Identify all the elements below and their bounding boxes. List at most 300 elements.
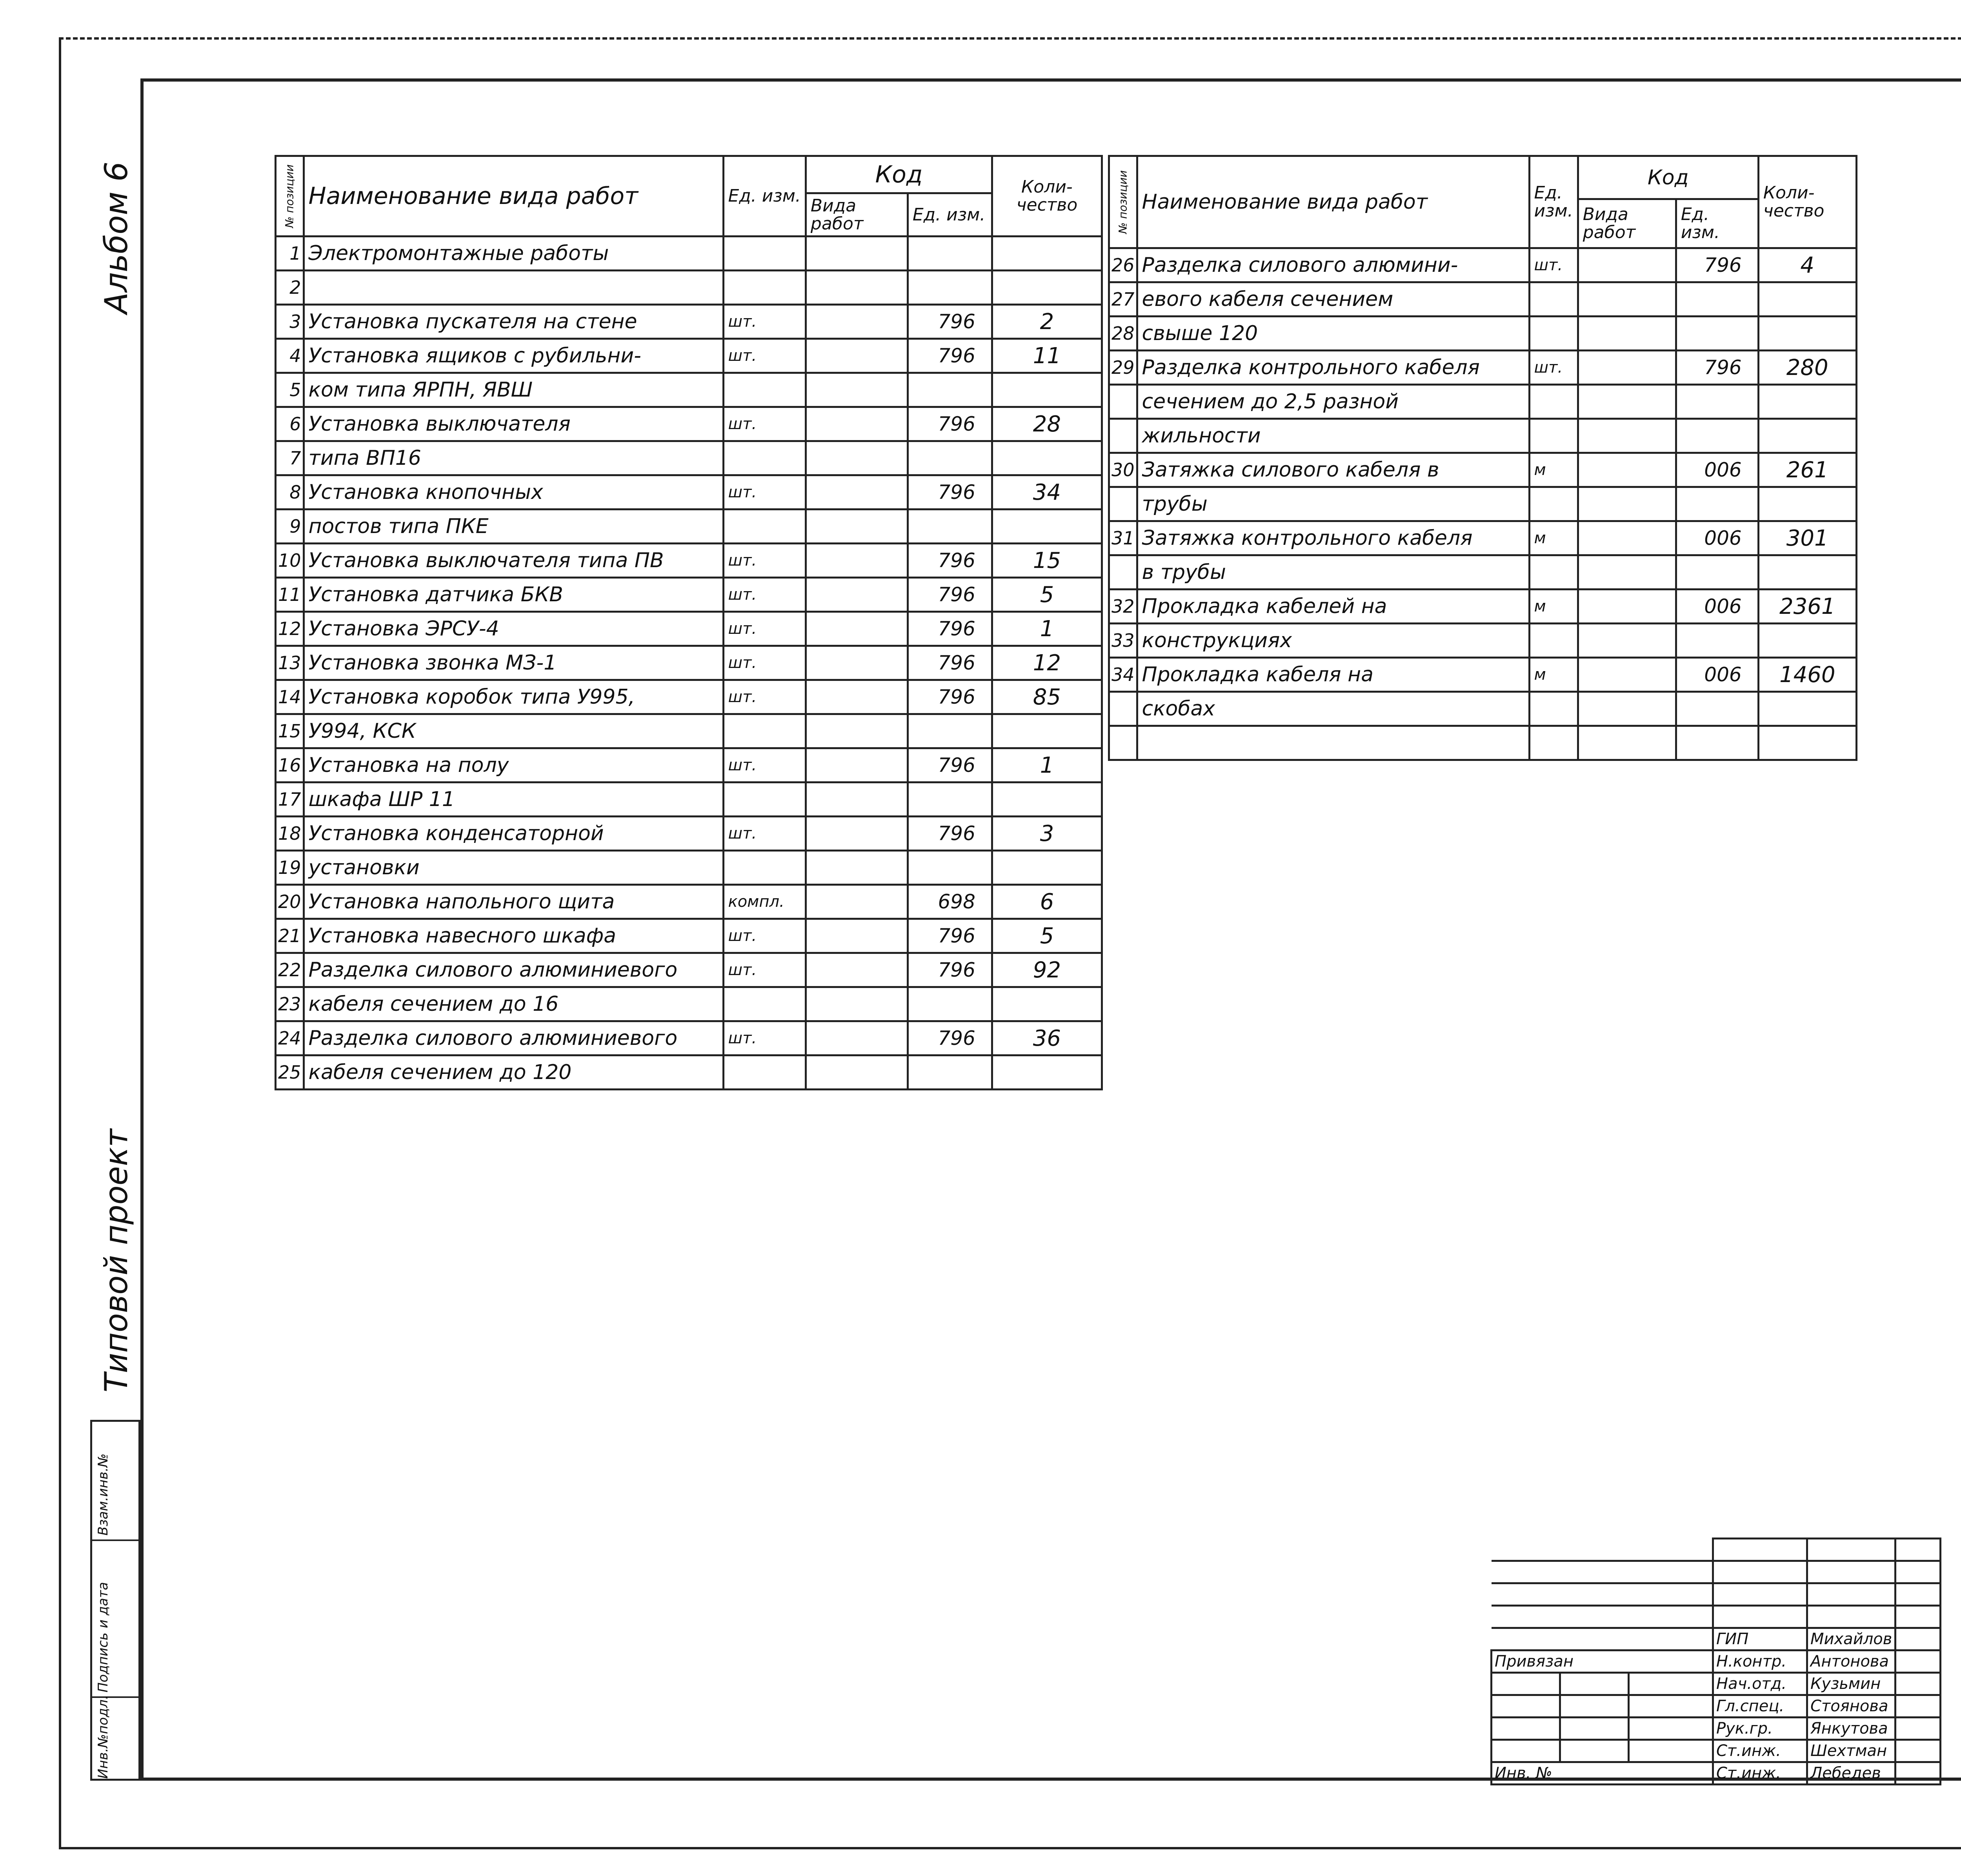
table-row bbox=[1109, 351, 1857, 385]
row-qty: 28 bbox=[992, 407, 1102, 441]
row-num: 6 bbox=[276, 407, 304, 441]
row-unit bbox=[1529, 692, 1578, 726]
row-code-kind bbox=[1578, 419, 1676, 453]
row-qty: 92 bbox=[992, 953, 1102, 987]
row-num: 13 bbox=[276, 646, 304, 680]
table-row bbox=[276, 339, 1102, 373]
row-num bbox=[1109, 385, 1137, 419]
cell bbox=[1713, 1539, 1807, 1561]
row-qty: 2361 bbox=[1758, 590, 1856, 624]
row-unit: шт. bbox=[723, 544, 806, 578]
row-code-unit: 796 bbox=[1676, 351, 1758, 385]
cell bbox=[1492, 1539, 1713, 1561]
row-name: кабеля сечением до 16 bbox=[304, 987, 723, 1021]
row-qty: 261 bbox=[1758, 453, 1856, 487]
row-qty bbox=[992, 714, 1102, 748]
row-code-unit bbox=[908, 373, 992, 407]
row-code-kind bbox=[1578, 624, 1676, 658]
row-code-unit bbox=[908, 237, 992, 271]
title-block-row bbox=[1492, 1762, 1941, 1785]
table-row bbox=[1109, 521, 1857, 555]
row-name: Установка на полу bbox=[304, 748, 723, 782]
row-name: Установка ящиков с рубильни- bbox=[304, 339, 723, 373]
row-name: Установка выключателя bbox=[304, 407, 723, 441]
row-unit: шт. bbox=[723, 339, 806, 373]
table-row bbox=[276, 578, 1102, 612]
row-qty bbox=[1758, 419, 1856, 453]
cell bbox=[1807, 1539, 1896, 1561]
row-code-kind bbox=[806, 373, 908, 407]
table-row bbox=[276, 714, 1102, 748]
row-unit: м bbox=[1529, 521, 1578, 555]
row-unit bbox=[723, 851, 806, 885]
row-unit: шт. bbox=[723, 646, 806, 680]
row-name: Установка коробок типа У995, bbox=[304, 680, 723, 714]
row-code-unit bbox=[908, 851, 992, 885]
row-code-unit: 796 bbox=[1676, 248, 1758, 282]
table-row bbox=[276, 271, 1102, 305]
row-qty bbox=[992, 441, 1102, 475]
row-name: постов типа ПКЕ bbox=[304, 509, 723, 544]
row-num bbox=[1109, 555, 1137, 590]
header-name: Наименование вида работ bbox=[1137, 156, 1529, 248]
header-num: № позиции bbox=[1109, 156, 1137, 248]
row-num: 4 bbox=[276, 339, 304, 373]
row-code-kind bbox=[806, 339, 908, 373]
row-code-unit: 796 bbox=[908, 339, 992, 373]
staff-role: Ст.инж. bbox=[1713, 1740, 1807, 1762]
row-num: 1 bbox=[276, 237, 304, 271]
row-code-kind bbox=[1578, 692, 1676, 726]
row-num: 31 bbox=[1109, 521, 1137, 555]
staff-name: Михайлов bbox=[1807, 1628, 1896, 1650]
row-code-unit bbox=[908, 509, 992, 544]
staff-signature bbox=[1896, 1673, 1941, 1695]
row-code-unit bbox=[1676, 385, 1758, 419]
row-unit: шт. bbox=[1529, 248, 1578, 282]
row-code-kind bbox=[1578, 590, 1676, 624]
row-code-kind bbox=[1578, 521, 1676, 555]
row-unit bbox=[1529, 385, 1578, 419]
cell bbox=[1492, 1583, 1713, 1606]
row-code-kind bbox=[806, 646, 908, 680]
title-block-row bbox=[1492, 1650, 1941, 1673]
row-unit: шт. bbox=[723, 953, 806, 987]
row-name: Установка датчика БКВ bbox=[304, 578, 723, 612]
row-code-kind bbox=[1578, 726, 1676, 760]
row-num bbox=[1109, 419, 1137, 453]
row-name: типа ВП16 bbox=[304, 441, 723, 475]
row-num: 22 bbox=[276, 953, 304, 987]
cell bbox=[1492, 1740, 1560, 1762]
row-code-kind bbox=[806, 748, 908, 782]
table-row bbox=[276, 475, 1102, 509]
cell bbox=[1807, 1561, 1896, 1583]
row-unit bbox=[1529, 419, 1578, 453]
row-code-kind bbox=[1578, 555, 1676, 590]
row-unit: м bbox=[1529, 590, 1578, 624]
table-row bbox=[276, 987, 1102, 1021]
cell bbox=[1492, 1561, 1713, 1583]
table-row bbox=[276, 441, 1102, 475]
row-unit bbox=[723, 782, 806, 817]
row-name bbox=[1137, 726, 1529, 760]
row-code-unit bbox=[1676, 692, 1758, 726]
cell bbox=[1896, 1539, 1941, 1561]
row-name: ком типа ЯРПН, ЯВШ bbox=[304, 373, 723, 407]
table-row bbox=[1109, 658, 1857, 692]
table-row bbox=[276, 305, 1102, 339]
title-block-row bbox=[1492, 1583, 1941, 1606]
row-name: кабеля сечением до 120 bbox=[304, 1055, 723, 1090]
staff-role: Ст.инж. bbox=[1713, 1762, 1807, 1785]
staff-signature bbox=[1896, 1695, 1941, 1718]
row-code-kind bbox=[806, 544, 908, 578]
row-code-kind bbox=[806, 509, 908, 544]
row-code-kind bbox=[1578, 658, 1676, 692]
row-code-unit: 698 bbox=[908, 885, 992, 919]
row-name: Разделка силового алюминиевого bbox=[304, 1021, 723, 1055]
side-stamp bbox=[90, 1420, 140, 1781]
row-num: 32 bbox=[1109, 590, 1137, 624]
cell bbox=[1629, 1673, 1713, 1695]
row-num: 2 bbox=[276, 271, 304, 305]
staff-signature bbox=[1896, 1650, 1941, 1673]
row-unit: компл. bbox=[723, 885, 806, 919]
row-unit bbox=[723, 373, 806, 407]
row-code-kind bbox=[806, 851, 908, 885]
cell bbox=[1560, 1740, 1629, 1762]
staff-role: Гл.спец. bbox=[1713, 1695, 1807, 1718]
row-name: Установка напольного щита bbox=[304, 885, 723, 919]
row-code-kind bbox=[806, 817, 908, 851]
table-row bbox=[276, 407, 1102, 441]
row-qty: 11 bbox=[992, 339, 1102, 373]
table-row bbox=[1109, 726, 1857, 760]
row-unit bbox=[723, 714, 806, 748]
row-num bbox=[1109, 692, 1137, 726]
row-qty bbox=[992, 987, 1102, 1021]
title-block-row bbox=[1492, 1695, 1941, 1718]
row-code-unit bbox=[1676, 624, 1758, 658]
header-unit: Ед. изм. bbox=[723, 156, 806, 237]
cell bbox=[1807, 1583, 1896, 1606]
row-code-unit: 006 bbox=[1676, 521, 1758, 555]
row-name bbox=[304, 271, 723, 305]
project-type-label: Типовой проект bbox=[98, 1129, 135, 1392]
row-unit bbox=[1529, 726, 1578, 760]
table-row bbox=[1109, 624, 1857, 658]
row-num: 19 bbox=[276, 851, 304, 885]
row-unit: шт. bbox=[723, 919, 806, 953]
table-row bbox=[1109, 282, 1857, 317]
row-name: свыше 120 bbox=[1137, 317, 1529, 351]
row-name: Разделка силового алюминиевого bbox=[304, 953, 723, 987]
table-row bbox=[276, 509, 1102, 544]
table-row bbox=[276, 612, 1102, 646]
row-code-unit bbox=[908, 782, 992, 817]
row-code-unit: 796 bbox=[908, 680, 992, 714]
row-code-unit: 796 bbox=[908, 1021, 992, 1055]
row-unit: шт. bbox=[723, 305, 806, 339]
cell bbox=[1896, 1606, 1941, 1628]
row-qty: 1460 bbox=[1758, 658, 1856, 692]
header-code-unit: Ед. изм. bbox=[1676, 199, 1758, 248]
table-row bbox=[1109, 248, 1857, 282]
row-qty bbox=[992, 782, 1102, 817]
row-code-kind bbox=[1578, 317, 1676, 351]
row-code-kind bbox=[1578, 453, 1676, 487]
row-num: 9 bbox=[276, 509, 304, 544]
row-code-unit: 796 bbox=[908, 953, 992, 987]
row-code-kind bbox=[806, 237, 908, 271]
row-qty: 5 bbox=[992, 578, 1102, 612]
header-code-kind: Вида работ bbox=[1578, 199, 1676, 248]
row-num: 14 bbox=[276, 680, 304, 714]
table-row bbox=[276, 748, 1102, 782]
side-field-inv: Инв.№подл. bbox=[95, 1695, 111, 1779]
title-block-signatures bbox=[1490, 1538, 1941, 1785]
table-row bbox=[276, 544, 1102, 578]
row-unit: шт. bbox=[723, 680, 806, 714]
row-name: Установка выключателя типа ПВ bbox=[304, 544, 723, 578]
table-row bbox=[1109, 555, 1857, 590]
cell bbox=[1492, 1606, 1713, 1628]
header-code: Код bbox=[1578, 156, 1758, 199]
title-block-row bbox=[1492, 1539, 1941, 1561]
cell bbox=[1629, 1740, 1713, 1762]
row-qty: 36 bbox=[992, 1021, 1102, 1055]
row-num: 34 bbox=[1109, 658, 1137, 692]
row-num: 21 bbox=[276, 919, 304, 953]
row-name: Установка конденсаторной bbox=[304, 817, 723, 851]
row-unit: шт. bbox=[723, 817, 806, 851]
row-code-kind bbox=[1578, 351, 1676, 385]
row-code-unit: 796 bbox=[908, 578, 992, 612]
row-num: 28 bbox=[1109, 317, 1137, 351]
row-unit: шт. bbox=[1529, 351, 1578, 385]
works-table-left bbox=[275, 155, 1103, 1090]
row-qty: 1 bbox=[992, 612, 1102, 646]
row-name: Разделка силового алюмини- bbox=[1137, 248, 1529, 282]
works-table-right bbox=[1108, 155, 1857, 761]
row-code-kind bbox=[806, 1021, 908, 1055]
row-code-unit: 796 bbox=[908, 817, 992, 851]
table-row bbox=[276, 646, 1102, 680]
row-name: конструкциях bbox=[1137, 624, 1529, 658]
staff-role: Рук.гр. bbox=[1713, 1718, 1807, 1740]
row-name: евого кабеля сечением bbox=[1137, 282, 1529, 317]
row-code-unit bbox=[1676, 419, 1758, 453]
row-qty bbox=[1758, 726, 1856, 760]
staff-name: Шехтман bbox=[1807, 1740, 1896, 1762]
row-code-unit: 796 bbox=[908, 475, 992, 509]
row-qty: 6 bbox=[992, 885, 1102, 919]
header-code-unit: Ед. изм. bbox=[908, 193, 992, 237]
staff-role: Нач.отд. bbox=[1713, 1673, 1807, 1695]
row-code-kind bbox=[806, 612, 908, 646]
staff-signature bbox=[1896, 1628, 1941, 1650]
row-code-unit: 006 bbox=[1676, 453, 1758, 487]
row-num: 7 bbox=[276, 441, 304, 475]
row-num: 18 bbox=[276, 817, 304, 851]
row-unit bbox=[723, 1055, 806, 1090]
row-name: Прокладка кабеля на bbox=[1137, 658, 1529, 692]
row-code-unit: 796 bbox=[908, 407, 992, 441]
row-name: в трубы bbox=[1137, 555, 1529, 590]
row-unit: шт. bbox=[723, 748, 806, 782]
row-name: Разделка контрольного кабеля bbox=[1137, 351, 1529, 385]
cell bbox=[1629, 1695, 1713, 1718]
row-qty: 1 bbox=[992, 748, 1102, 782]
album-label: Альбом 6 bbox=[98, 162, 135, 314]
row-code-kind bbox=[806, 271, 908, 305]
row-num: 16 bbox=[276, 748, 304, 782]
row-code-unit bbox=[908, 1055, 992, 1090]
row-code-unit bbox=[1676, 555, 1758, 590]
cell bbox=[1896, 1583, 1941, 1606]
row-num: 24 bbox=[276, 1021, 304, 1055]
row-num: 10 bbox=[276, 544, 304, 578]
row-num: 30 bbox=[1109, 453, 1137, 487]
row-num: 15 bbox=[276, 714, 304, 748]
side-field-sign: Подпись и дата bbox=[95, 1582, 111, 1692]
row-unit: м bbox=[1529, 658, 1578, 692]
row-code-kind bbox=[1578, 248, 1676, 282]
row-code-unit bbox=[908, 714, 992, 748]
row-unit: шт. bbox=[723, 407, 806, 441]
row-num: 27 bbox=[1109, 282, 1137, 317]
table-row bbox=[1109, 385, 1857, 419]
row-unit bbox=[723, 441, 806, 475]
title-block-row bbox=[1492, 1606, 1941, 1628]
row-code-unit bbox=[908, 987, 992, 1021]
table-row bbox=[276, 1055, 1102, 1090]
row-unit bbox=[723, 237, 806, 271]
row-qty: 12 bbox=[992, 646, 1102, 680]
row-num: 33 bbox=[1109, 624, 1137, 658]
row-code-kind bbox=[806, 680, 908, 714]
header-unit: Ед. изм. bbox=[1529, 156, 1578, 248]
row-code-kind bbox=[806, 578, 908, 612]
staff-signature bbox=[1896, 1762, 1941, 1785]
header-qty: Коли- чество bbox=[1758, 156, 1856, 248]
row-name: Затяжка контрольного кабеля bbox=[1137, 521, 1529, 555]
row-code-unit: 006 bbox=[1676, 590, 1758, 624]
row-name: Установка навесного шкафа bbox=[304, 919, 723, 953]
row-num: 26 bbox=[1109, 248, 1137, 282]
row-qty: 280 bbox=[1758, 351, 1856, 385]
staff-signature bbox=[1896, 1718, 1941, 1740]
row-name: шкафа ШР 11 bbox=[304, 782, 723, 817]
row-unit: шт. bbox=[723, 1021, 806, 1055]
row-qty: 5 bbox=[992, 919, 1102, 953]
row-num: 20 bbox=[276, 885, 304, 919]
cell bbox=[1807, 1606, 1896, 1628]
row-code-kind bbox=[806, 885, 908, 919]
staff-name: Стоянова bbox=[1807, 1695, 1896, 1718]
row-qty bbox=[1758, 555, 1856, 590]
row-num: 11 bbox=[276, 578, 304, 612]
header-name: Наименование вида работ bbox=[304, 156, 723, 237]
row-num: 17 bbox=[276, 782, 304, 817]
cell bbox=[1492, 1718, 1560, 1740]
row-code-unit: 796 bbox=[908, 748, 992, 782]
table-row bbox=[1109, 487, 1857, 521]
row-unit: шт. bbox=[723, 578, 806, 612]
row-code-kind bbox=[1578, 282, 1676, 317]
row-qty bbox=[1758, 624, 1856, 658]
row-qty: 2 bbox=[992, 305, 1102, 339]
row-name: У994, КСК bbox=[304, 714, 723, 748]
table-row bbox=[276, 237, 1102, 271]
row-name: жильности bbox=[1137, 419, 1529, 453]
title-block-row bbox=[1492, 1740, 1941, 1762]
cell bbox=[1896, 1561, 1941, 1583]
linked-label: Привязан bbox=[1492, 1650, 1713, 1673]
table-row bbox=[276, 782, 1102, 817]
row-unit: м bbox=[1529, 453, 1578, 487]
header-code: Код bbox=[806, 156, 992, 193]
row-qty: 85 bbox=[992, 680, 1102, 714]
row-qty: 34 bbox=[992, 475, 1102, 509]
row-qty bbox=[1758, 692, 1856, 726]
staff-name: Лебедев bbox=[1807, 1762, 1896, 1785]
cell bbox=[1560, 1673, 1629, 1695]
row-qty bbox=[992, 851, 1102, 885]
table-row bbox=[276, 680, 1102, 714]
side-field-replace: Взам.инв.№ bbox=[95, 1453, 111, 1536]
row-code-unit: 006 bbox=[1676, 658, 1758, 692]
row-num: 25 bbox=[276, 1055, 304, 1090]
row-qty: 15 bbox=[992, 544, 1102, 578]
cell bbox=[1492, 1628, 1713, 1650]
row-name: Установка ЭРСУ-4 bbox=[304, 612, 723, 646]
row-code-kind bbox=[806, 475, 908, 509]
table-row bbox=[1109, 317, 1857, 351]
row-num bbox=[1109, 487, 1137, 521]
row-qty bbox=[1758, 487, 1856, 521]
row-qty: 3 bbox=[992, 817, 1102, 851]
row-num: 8 bbox=[276, 475, 304, 509]
row-name: Электромонтажные работы bbox=[304, 237, 723, 271]
title-block-row bbox=[1492, 1561, 1941, 1583]
row-code-kind bbox=[806, 987, 908, 1021]
row-unit bbox=[1529, 555, 1578, 590]
table-row bbox=[276, 817, 1102, 851]
row-unit bbox=[1529, 624, 1578, 658]
table-row bbox=[276, 373, 1102, 407]
row-unit bbox=[1529, 282, 1578, 317]
row-qty: 4 bbox=[1758, 248, 1856, 282]
row-code-unit bbox=[908, 441, 992, 475]
staff-role: ГИП bbox=[1713, 1628, 1807, 1650]
row-code-unit bbox=[1676, 317, 1758, 351]
row-qty bbox=[992, 373, 1102, 407]
row-code-unit bbox=[1676, 726, 1758, 760]
row-code-unit bbox=[1676, 282, 1758, 317]
staff-name: Антонова bbox=[1807, 1650, 1896, 1673]
table-row bbox=[1109, 692, 1857, 726]
table-row bbox=[1109, 453, 1857, 487]
row-unit bbox=[723, 987, 806, 1021]
row-code-unit: 796 bbox=[908, 919, 992, 953]
row-code-kind bbox=[806, 305, 908, 339]
row-unit bbox=[723, 271, 806, 305]
row-name: скобах bbox=[1137, 692, 1529, 726]
row-unit bbox=[723, 509, 806, 544]
row-code-kind bbox=[806, 782, 908, 817]
